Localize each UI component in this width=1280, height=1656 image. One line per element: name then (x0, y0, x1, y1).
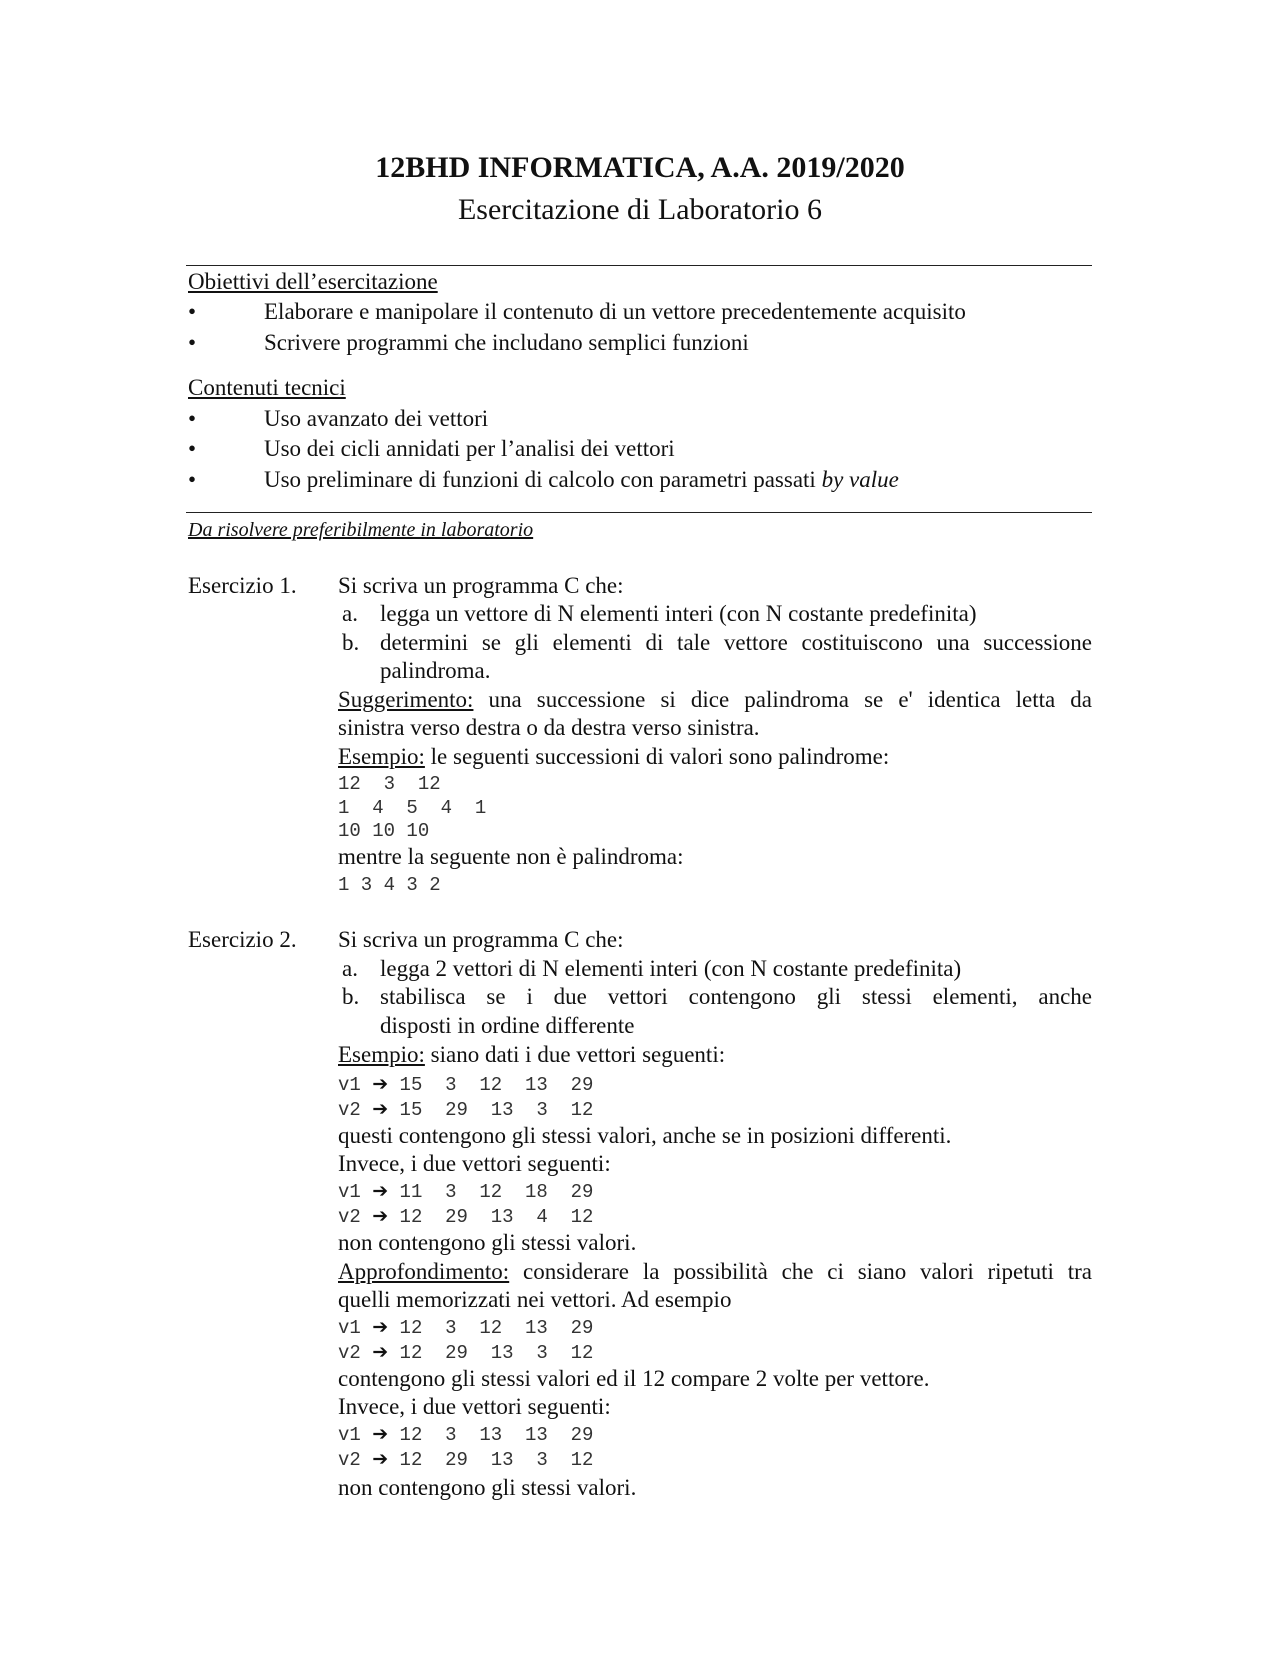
bullet-icon: • (188, 330, 197, 355)
exercise-2-intro: Si scriva un programma C che: (338, 927, 624, 952)
exercise-2-example (338, 1041, 1092, 1069)
vector-row (338, 1447, 593, 1472)
exercise-1-hint-line2: sinistra verso destra o da destra verso sinistra. (338, 715, 760, 740)
vector-values: 12 3 12 13 29 (399, 1317, 594, 1339)
exercise-2-deep-line1 (338, 1258, 1092, 1286)
vector-values: 11 3 12 18 29 (399, 1181, 594, 1203)
content-text: Uso avanzato dei vettori (264, 406, 489, 431)
exercise-2-label: Esercizio 2. (188, 927, 297, 952)
content-text-prefix: Uso preliminare di funzioni di calcolo con parametri passati (264, 467, 816, 492)
exercise-1-item-a-letter: a. (342, 601, 358, 626)
arrow-right-icon: ➔ (372, 1098, 389, 1120)
content-text (264, 466, 899, 494)
bullet-icon: • (188, 467, 197, 492)
lab-note: Da risolvere preferibilmente in laboratorio (188, 519, 534, 541)
vector-name: v1 (338, 1317, 361, 1339)
exercise-1-label: Esercizio 1. (188, 573, 297, 598)
objective-text: Scrivere programmi che includano semplici funzioni (264, 330, 749, 355)
vector-name: v1 (338, 1074, 361, 1096)
exercise-2-item-b-line1: stabilisca se i due vettori contengono gli stessi elementi, anche (380, 984, 1092, 1009)
vector-row (338, 1340, 593, 1365)
sequence-4: 1 3 4 3 2 (338, 874, 441, 896)
vector-name: v2 (338, 1342, 361, 1364)
vector-row (338, 1097, 593, 1122)
deep-text: considerare la possibilità che ci siano valori ripetuti tra (523, 1259, 1092, 1284)
bullet-icon: • (188, 299, 197, 324)
exercise-2-item-a: legga 2 vettori di N elementi interi (con N costante predefinita) (380, 956, 962, 981)
arrow-right-icon: ➔ (372, 1180, 389, 1202)
sequence-1: 12 3 12 (338, 773, 441, 795)
exercise-2-instead-2: Invece, i due vettori seguenti: (338, 1394, 611, 1419)
contents-heading: Contenuti tecnici (188, 375, 346, 400)
arrow-right-icon: ➔ (372, 1341, 389, 1363)
exercise-1-hint-line1 (338, 686, 1092, 714)
arrow-right-icon: ➔ (372, 1448, 389, 1470)
vector-row (338, 1422, 593, 1447)
exercise-2-repeat-text: contengono gli stessi valori ed il 12 compare 2 volte per vettore. (338, 1366, 930, 1391)
vector-name: v2 (338, 1206, 361, 1228)
vector-values: 15 29 13 3 12 (399, 1099, 594, 1121)
example-text: siano dati i due vettori seguenti: (430, 1042, 726, 1067)
document-subtitle: Esercitazione di Laboratorio 6 (457, 193, 822, 226)
hint-label: Suggerimento: (338, 687, 474, 712)
vector-name: v2 (338, 1449, 361, 1471)
objectives-heading: Obiettivi dell’esercitazione (188, 269, 438, 294)
vector-values: 15 3 12 13 29 (399, 1074, 594, 1096)
top-divider (186, 265, 1092, 266)
content-text: Uso dei cicli annidati per l’analisi dei vettori (264, 436, 675, 461)
vector-values: 12 29 13 3 12 (399, 1449, 594, 1471)
exercise-2-deep-line2: quelli memorizzati nei vettori. Ad esempio (338, 1287, 732, 1312)
objective-text: Elaborare e manipolare il contenuto di un vettore precedentemente acquisito (264, 299, 966, 324)
middle-divider (186, 512, 1092, 513)
vector-row (338, 1204, 593, 1229)
example-label: Esempio: (338, 744, 425, 769)
example-label: Esempio: (338, 1042, 425, 1067)
bullet-icon: • (188, 436, 197, 461)
exercise-1-item-a: legga un vettore di N elementi interi (con N costante predefinita) (380, 601, 977, 626)
content-text-italic: by value (821, 467, 899, 492)
bullet-icon: • (188, 406, 197, 431)
exercise-2-same-text: questi contengono gli stessi valori, anche se in posizioni differenti. (338, 1123, 952, 1148)
exercise-2-item-a-letter: a. (342, 956, 358, 981)
example-text: le seguenti successioni di valori sono palindrome: (430, 744, 890, 769)
document-title: 12BHD INFORMATICA, A.A. 2019/2020 (375, 151, 905, 184)
hint-text: una successione si dice palindroma se e' identica letta da (488, 687, 1092, 712)
exercise-2-item-b-letter: b. (342, 984, 360, 1009)
exercise-1-example (338, 743, 1092, 771)
exercise-1-nonpal-text: mentre la seguente non è palindroma: (338, 844, 684, 869)
vector-row (338, 1315, 593, 1340)
exercise-1-item-b-line1: determini se gli elementi di tale vettore costituiscono una successione (380, 630, 1092, 655)
exercise-1-item-b-letter: b. (342, 630, 360, 655)
exercise-1-intro: Si scriva un programma C che: (338, 573, 624, 598)
arrow-right-icon: ➔ (372, 1316, 389, 1338)
exercise-2-item-b-line2: disposti in ordine differente (380, 1013, 635, 1038)
vector-row (338, 1072, 593, 1097)
exercise-2-notsame-1: non contengono gli stessi valori. (338, 1230, 637, 1255)
sequence-2: 1 4 5 4 1 (338, 797, 487, 819)
vector-name: v2 (338, 1099, 361, 1121)
arrow-right-icon: ➔ (372, 1205, 389, 1227)
exercise-2-notsame-2: non contengono gli stessi valori. (338, 1475, 637, 1500)
arrow-right-icon: ➔ (372, 1423, 389, 1445)
deep-label: Approfondimento: (338, 1259, 510, 1284)
vector-values: 12 29 13 3 12 (399, 1342, 594, 1364)
vector-name: v1 (338, 1181, 361, 1203)
exercise-1-item-b-line2: palindroma. (380, 658, 491, 683)
vector-name: v1 (338, 1424, 361, 1446)
arrow-right-icon: ➔ (372, 1073, 389, 1095)
exercise-2-instead-1: Invece, i due vettori seguenti: (338, 1151, 611, 1176)
sequence-3: 10 10 10 (338, 820, 430, 842)
vector-values: 12 29 13 4 12 (399, 1206, 594, 1228)
vector-values: 12 3 13 13 29 (399, 1424, 594, 1446)
vector-row (338, 1179, 593, 1204)
